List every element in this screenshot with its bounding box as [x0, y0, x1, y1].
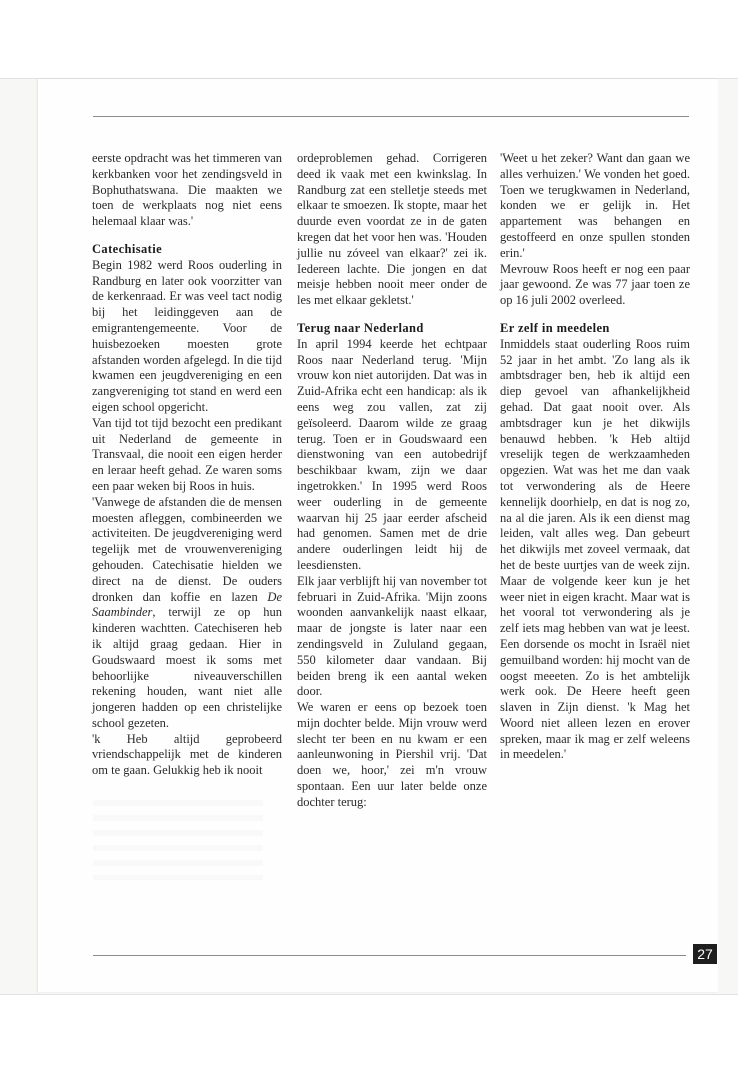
paragraph	[92, 495, 282, 732]
show-through-text	[93, 800, 263, 880]
paragraph-text: 'Vanwege de afstanden die de mensen moesten afleggen, combineerden we activiteiten. De jeugdvereniging werd tegelijk met de vrouwenvereniging gehouden. Catechisatie hielden we direct na de dienst. De ouders dronken dan koffie en lazen	[92, 494, 282, 604]
page-number: 27	[693, 944, 717, 964]
paragraph: eerste opdracht was het timmeren van kerkbanken voor het zendingsveld in Bophuthatswana. Die maakten we toen de werkplaats nog niet eens helemaal klaar was.'	[92, 151, 282, 229]
paragraph: Van tijd tot tijd bezocht een predikant uit Nederland de gemeente in Transvaal, die nooit een eigen herder en leraar heeft gehad. Ze waren soms een paar weken bij Roos in huis.	[92, 415, 282, 493]
article-column-1	[92, 151, 282, 779]
section-heading-catechisatie: Catechisatie	[92, 241, 163, 256]
top-rule	[93, 116, 689, 117]
publication-title: De Saambinder	[92, 589, 282, 620]
article-column-3	[500, 151, 690, 763]
paragraph: 'Weet u het zeker? Want dan gaan we alles verhuizen.' We vonden het goed. Toen we terugkwamen in Nederland, konden we er gelijk in. Het appartement was behangen en gestoffeerd en onze spullen stonden erin.'	[500, 151, 690, 260]
section-heading-terug-naar-nederland: Terug naar Nederland	[297, 320, 424, 335]
paragraph: 'k Heb altijd geprobeerd vriendschappelijk met de kinderen om te gaan. Gelukkig heb ik nooit	[92, 731, 282, 778]
paragraph: Elk jaar verblijft hij van november tot februari in Zuid-Afrika. 'Mijn zoons woonden aanvankelijk naast elkaar, maar de jongste is later naar een zendingsveld in Zululand gegaan, 550 kilometer daar vandaan. Bij beiden breng ik een aantal weken door.	[297, 573, 487, 699]
paragraph: In april 1994 keerde het echtpaar Roos naar Nederland terug. 'Mijn vrouw kon niet autorijden. Dat was in Zuid-Afrika echt een handicap: als ik eens weg zou vallen, zat zij geïsoleerd. Daarom wilde ze graag terug. Toen er in Goudswaard een dienstwoning van een autobedrijf beschikbaar kwam, zijn we daar ingetrokken.' In 1995 werd Roos weer ouderling in de gemeente waarvan hij 25 jaar eerder afscheid had genomen. Samen met de drie andere ouderlingen leidt hij de leesdiensten.	[297, 336, 487, 572]
paragraph: ordeproblemen gehad. Corrigeren deed ik vaak met een kwinkslag. In Randburg zat een stelletje steeds met elkaar te smoezen. Ik stopte, maar het duurde even voordat ze in de gaten kregen dat het voor hen was. 'Houden jullie nu zóveel van elkaar?' zei ik. Iedereen lachte. Die jongen en dat meisje hebben nooit meer onder de les met elkaar gekletst.'	[297, 151, 487, 308]
paragraph: Inmiddels staat ouderling Roos ruim 52 jaar in het ambt. 'Zo lang als ik ambtsdrager ben, heb ik altijd een diep gevoel van afhankelijkheid gehad. Dat gaat nooit over. Als ambtsdrager kun je het dikwijls benauwd hebben. 'k Heb altijd vreselijk tegen de werkzaamheden opgezien. Wat was het me dan vaak tot verwondering als de Heere kennelijk doorhielp, en dat is nog zo, na al die jaren. Als ik een dienst mag leiden, valt alles weg. Dan gebeurt het dikwijls met zoveel vermaak, dat het de beste uurtjes van de week zijn. Maar de volgende keer kun je het weer niet in eigen kracht. Maar wat is het vooral tot verwondering als je zelf iets mag hebben van wat je leest. Een dorsende os mocht in Israël niet gemuilband worden: hij mocht van de oogst meeeten. Zo is het ambtelijk werk ook. De Heere heeft geen slaven in Zijn dienst. 'k Mag het Woord niet alleen lezen en erover spreken, maar ik mag er zelf weleens in meedelen.'	[500, 336, 690, 762]
paragraph: Begin 1982 werd Roos ouderling in Randburg en later ook voorzitter van de kerkenraad. Er was veel tact nodig bij het leidinggeven aan de emigrantengemeente. Voor de huisbezoeken moesten grote afstanden worden afgelegd. In die tijd kwamen een jeugdvereniging en een zangvereniging tot stand en werd een eigen school opgericht.	[92, 257, 282, 414]
paragraph: Mevrouw Roos heeft er nog een paar jaar gewoond. Ze was 77 jaar toen ze op 16 juli 2002 overleed.	[500, 261, 690, 308]
section-heading-er-zelf-in-meedelen: Er zelf in meedelen	[500, 320, 610, 335]
paragraph: We waren er eens op bezoek toen mijn dochter belde. Mijn vrouw werd slecht ter been en nu kwam er een aanleunwoning in Piershil vrij. 'Dat doen we, hoor,' zei m'n vrouw spontaan. Een uur later belde onze dochter terug:	[297, 700, 487, 809]
bottom-rule	[93, 955, 686, 956]
paragraph-text: , terwijl ze op hun kinderen wachtten. Catechiseren heb ik altijd graag gedaan. Hier in Goudswaard moest ik soms met behoorlijke niveauverschillen rekening houden, want niet alle jongeren hadden op een christelijke school gezeten.	[92, 605, 282, 730]
article-column-2	[297, 151, 487, 811]
